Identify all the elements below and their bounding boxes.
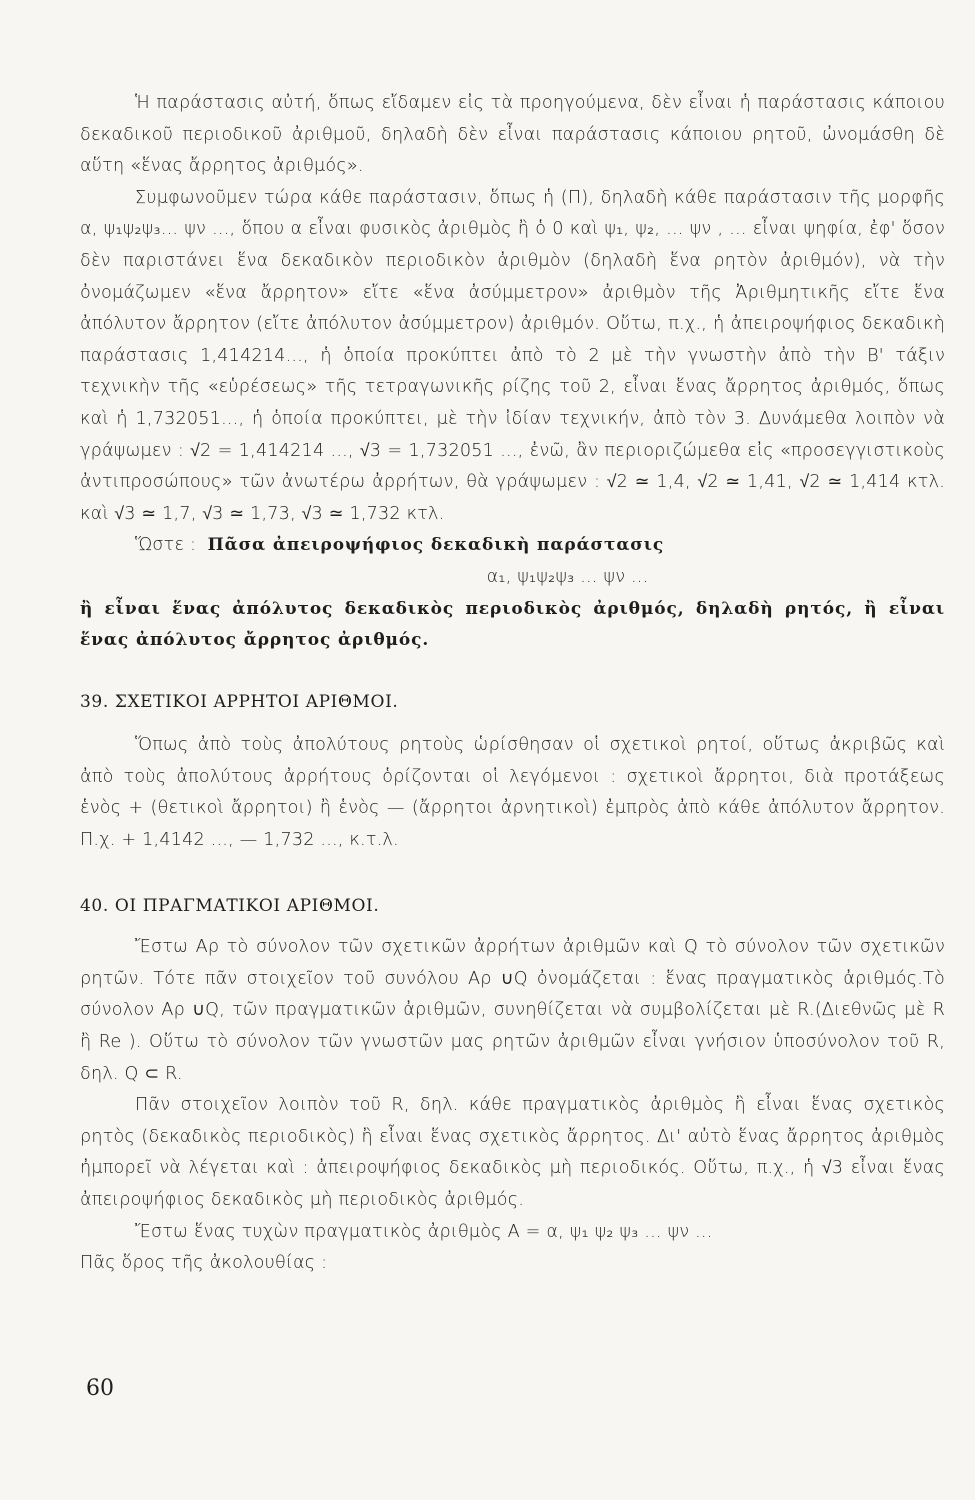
page-number: 60 <box>86 1376 114 1401</box>
paragraph-8: Πᾶς ὅρος τῆς ἀκολουθίας : <box>80 1253 328 1274</box>
conclusion-bold: Πᾶσα ἀπειροψήφιος δεκαδικὴ παράστασις <box>207 535 665 556</box>
conclusion-label: Ὥστε : <box>135 535 197 556</box>
paragraph-3-intro <box>80 530 945 562</box>
page-body <box>80 88 945 1280</box>
paragraph-1: Ἡ παράστασις αὐτή, ὅπως εἴδαμεν εἰς τὰ προηγούμενα, δὲν εἶναι ἡ παράστασις κάποιου δεκαδικοῦ περιοδικοῦ ἀριθμοῦ, δηλαδὴ δὲν εἶναι παράστασις κάποιου ρητοῦ, ὠνομάσθη δὲ αὕτη «ἕνας ἄρρητος ἀριθμός». <box>80 93 945 177</box>
sequence-formula: α₁, ψ₁ψ₂ψ₃ ... ψν ... <box>486 566 649 587</box>
paragraph-6: Πᾶν στοιχεῖον λοιπὸν τοῦ R, δηλ. κάθε πραγματικὸς ἀριθμὸς ἢ εἶναι ἕνας σχετικὸς ρητὸς (δεκαδικὸς περιοδικὸς) ἢ εἶναι ἕνας σχετικὸς ἄρρητος. Δι' αὐτὸ ἕνας ἄρρητος ἀριθμὸς ἠμπορεῖ νὰ λέγεται καὶ : ἀπειροψήφιος δεκαδικὸς μὴ περιοδικός. Οὕτω, π.χ., ἡ √3 εἶναι ἕνας ἀπειροψήφιος δεκαδικὸς μὴ περιοδικὸς ἀριθμός. <box>80 1095 945 1210</box>
section-39-heading: 39. ΣΧΕΤΙΚΟΙ ΑΡΡΗΤΟΙ ΑΡΙΘΜΟΙ. <box>80 691 399 712</box>
section-40-heading: 40. ΟΙ ΠΡΑΓΜΑΤΙΚΟΙ ΑΡΙΘΜΟΙ. <box>80 895 380 916</box>
paragraph-5: Ἔστω Aρ τὸ σύνολον τῶν σχετικῶν ἀρρήτων ἀριθμῶν καὶ Q τὸ σύνολον τῶν σχετικῶν ρητῶν. Τότε πᾶν στοιχεῖον τοῦ συνόλου Aρ ∪Q ὀνομάζεται : ἕνας πραγματικὸς ἀριθμός.Τὸ σύνολον Aρ ∪Q, τῶν πραγματικῶν ἀριθμῶν, συνηθίζεται νὰ συμβολίζεται μὲ R.(Διεθνῶς μὲ R ἢ Re ). Οὕτω τὸ σύνολον τῶν γνωστῶν μας ρητῶν ἀριθμῶν εἶναι γνήσιον ὑποσύνολον τοῦ R, δηλ. Q ⊂ R. <box>80 937 945 1084</box>
paragraph-7: Ἔστω ἕνας τυχὼν πραγματικὸς ἀριθμὸς A = α, ψ₁ ψ₂ ψ₃ ... ψν ... <box>135 1221 713 1242</box>
paragraph-4: Ὅπως ἀπὸ τοὺς ἀπολύτους ρητοὺς ὡρίσθησαν οἱ σχετικοὶ ρητοί, οὕτως ἀκριβῶς καὶ ἀπὸ τοὺς ἀπολύτους ἀρρήτους ὁρίζονται οἱ λεγόμενοι : σχετικοὶ ἄρρητοι, διὰ προτάξεως ἑνὸς + (θετικοὶ ἄρρητοι) ἢ ἑνὸς — (ἄρρητοι ἀρνητικοὶ) ἐμπρὸς ἀπὸ κάθε ἀπόλυτον ἄρρητον. Π.χ. + 1,4142 ..., — 1,732 ..., κ.τ.λ. <box>80 735 945 851</box>
paragraph-2: Συμφωνοῦμεν τώρα κάθε παράστασιν, ὅπως ἡ (Π), δηλαδὴ κάθε παράστασιν τῆς μορφῆς α, ψ₁ψ₂ψ₃... ψν ..., ὅπου α εἶναι φυσικὸς ἀριθμὸς ἢ ὁ 0 καὶ ψ₁, ψ₂, ... ψν , ... εἶναι ψηφία, ἐφ' ὅσον δὲν παριστάνει ἕνα δεκαδικὸν περιοδικὸν ἀριθμὸν (δηλαδὴ ἕνα ρητὸν ἀριθμόν), νὰ τὴν ὀνομάζωμεν «ἕνα ἄρρητον» εἴτε «ἕνα ἀσύμμετρον» ἀριθμὸν τῆς Ἀριθμητικῆς εἴτε ἕνα ἀπόλυτον ἄρρητον (εἴτε ἀπόλυτον ἀσύμμετρον) ἀριθμόν. Οὕτω, π.χ., ἡ ἀπειροψήφιος δεκαδικὴ παράστασις 1,414214..., ἡ ὁποία προκύπτει ἀπὸ τὸ 2 μὲ τὴν γνωστὴν ἀπὸ τὴν Β' τάξιν τεχνικὴν τῆς «εὑρέσεως» τῆς τετραγωνικῆς ρίζης τοῦ 2, εἶναι ἕνας ἄρρητος ἀριθμός, ὅπως καὶ ἡ 1,732051..., ἡ ὁποία προκύπτει, μὲ τὴν ἰδίαν τεχνικήν, ἀπὸ τὸν 3. Δυνάμεθα λοιπὸν νὰ γράψωμεν : √2 = 1,414214 ..., √3 = 1,732051 ..., ἐνῶ, ἂν περιοριζώμεθα εἰς «προσεγγιστικοὺς ἀντιπροσώπους» τῶν ἀνωτέρω ἀρρήτων, θὰ γράψωμεν : √2 ≃ 1,4, √2 ≃ 1,41, √2 ≃ 1,414 κτλ. καὶ √3 ≃ 1,7, √3 ≃ 1,73, √3 ≃ 1,732 κτλ. <box>80 187 945 524</box>
paragraph-3-rest: ἢ εἶναι ἕνας ἀπόλυτος δεκαδικὸς περιοδικὸς ἀριθμός, δηλαδὴ ρητός, ἢ εἶναι ἕνας ἀπόλυτος ἄρρητος ἀριθμός. <box>80 598 945 651</box>
